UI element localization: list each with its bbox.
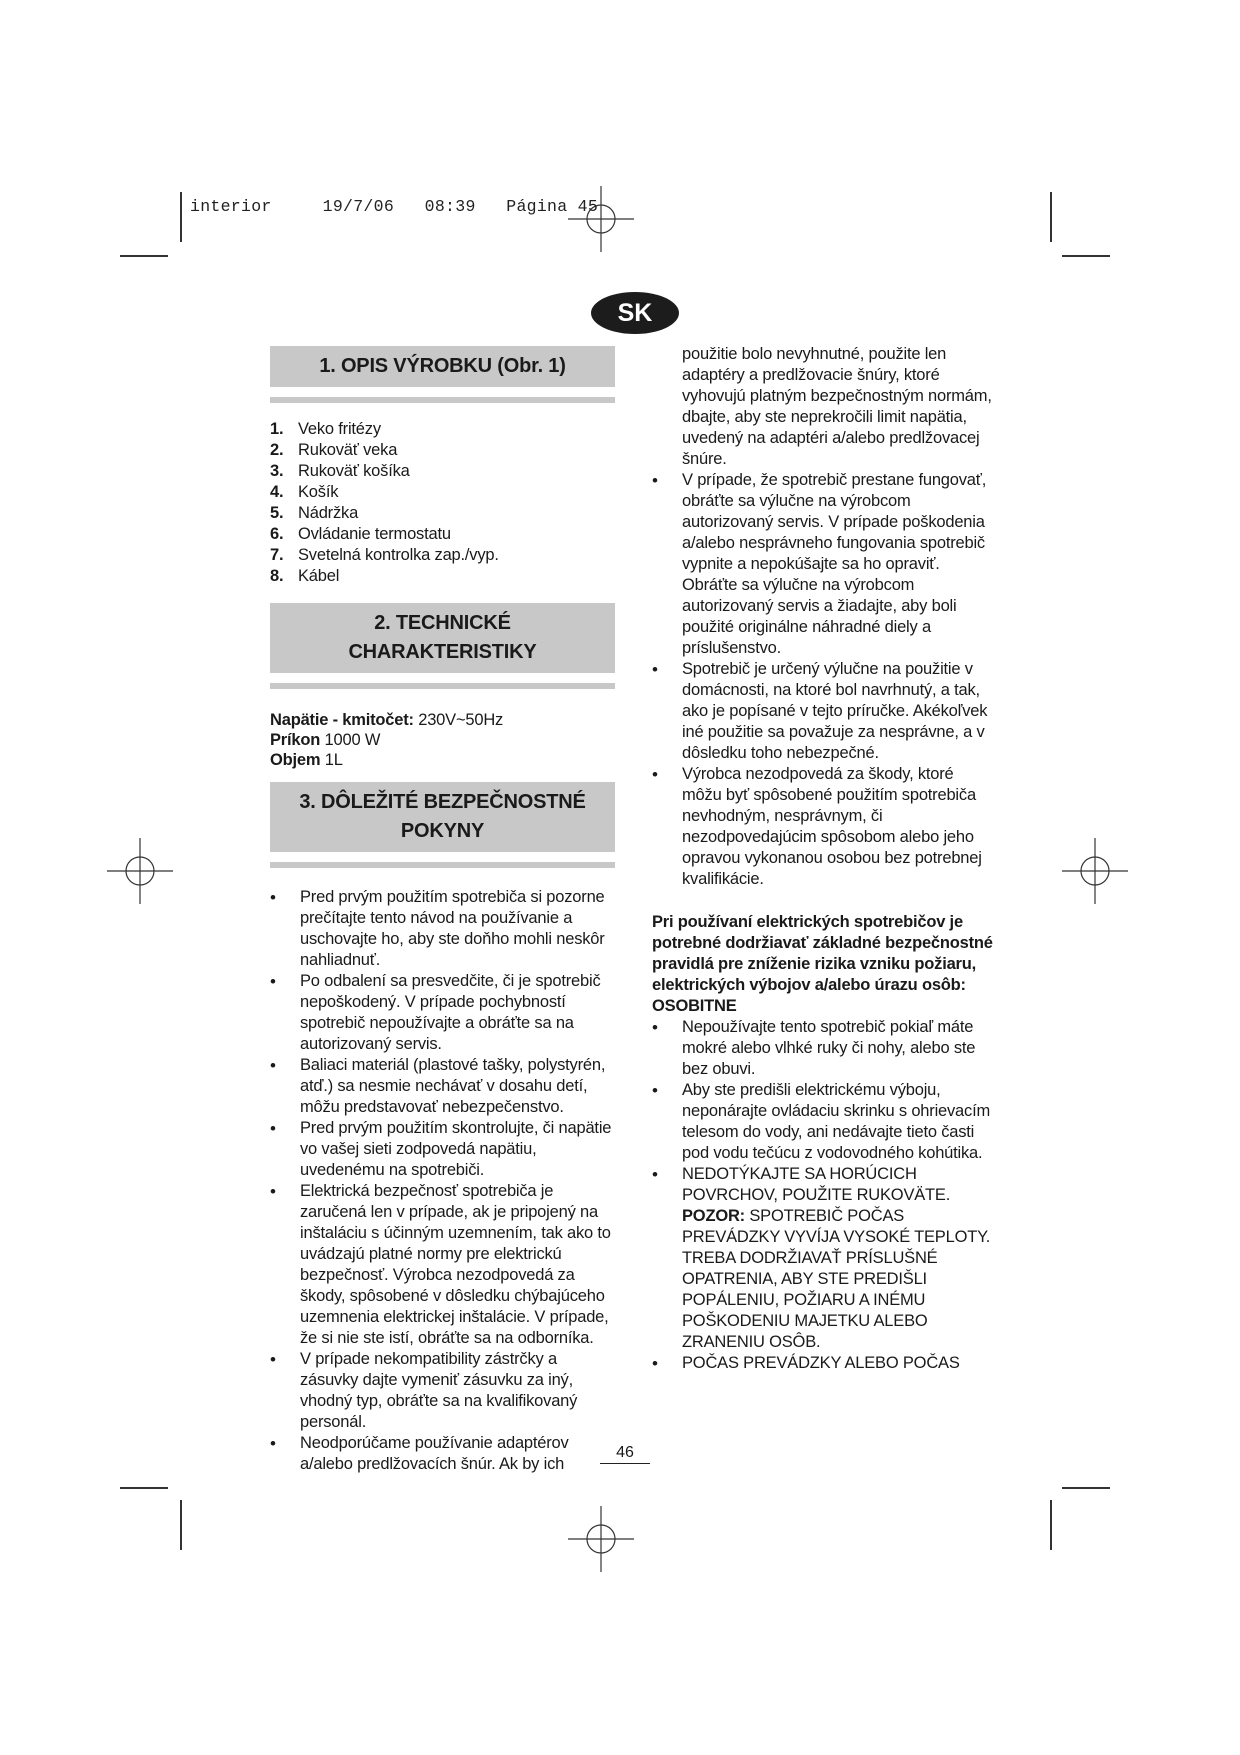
spec-row: Príkon 1000 W (270, 731, 381, 749)
crop-mark (1050, 1500, 1052, 1550)
list-item: • Výrobca nezodpovedá za škody, ktoré môžu byť spôsobené použitím spotrebiča nevhodným, nesprávnym, či nezodpovedajúcim spôsobom alebo jeho opravou vykonanou osobou bez potrebnej kvalifikácie. (652, 764, 997, 890)
spec-row: Objem 1L (270, 751, 343, 769)
crop-mark (120, 1487, 168, 1489)
registration-mark-icon (568, 186, 634, 252)
list-item: 2. Rukoväť veka (270, 441, 398, 459)
safety-list-continued (652, 470, 997, 890)
list-item: • V prípade nekompatibility zástrčky a zásuvky dajte vymeniť zásuvku za iný, vhodný typ, obráťte sa na kvalifikovaný personál. (270, 1349, 615, 1433)
list-item: 3. Rukoväť košíka (270, 462, 410, 480)
warning-text: Pri používaní elektrických spotrebičov je potrebné dodržiavať základné bezpečnostné pravidlá pre zníženie rizika vzniku požiaru, elektrických výbojov a/alebo úrazu osôb: (652, 913, 993, 994)
registration-mark-icon (1062, 838, 1128, 904)
list-item: 1. Veko fritézy (270, 420, 381, 438)
continuation-text: použitie bolo nevyhnutné, použite len adaptéry a predlžovacie šnúry, ktoré vyhovujú platným bezpečnostným normám, dbajte, aby ste neprekročili limit napätia, uvedený na adaptéri a/alebo predlžovacej šnúre. (682, 345, 992, 468)
list-item: • Po odbalení sa presvedčite, či je spotrebič nepoškodený. V prípade pochybností spotrebič nepoužívajte a obráťte sa na autorizovaný servis. (270, 971, 615, 1055)
registration-mark-icon (568, 1506, 634, 1572)
crop-mark (120, 255, 168, 257)
right-column (652, 344, 997, 1374)
list-item: • Spotrebič je určený výlučne na použitie v domácnosti, na ktoré bol navrhnutý, a tak, ako je popísané v tejto príručke. Akékoľvek iné použitie sa považuje za nesprávne, a v dôsledku toho nebezpečné. (652, 659, 997, 764)
specs-block (270, 710, 615, 770)
registration-mark-icon (107, 838, 173, 904)
crop-mark (1062, 1487, 1110, 1489)
list-item: • Elektrická bezpečnosť spotrebiča je zaručená len v prípade, ak je pripojený na inštaláciu s účinným uzemnením, tak ako to uvádzajú platné normy pre elektrickú bezpečnosť. Výrobca nezodpovedá za škody, spôsobené v dôsledku chýbajúceho uzemnenia elektrickej inštalácie. V prípade, že si nie ste istí, obráťte sa na odborníka. (270, 1181, 615, 1349)
warning-block (652, 912, 997, 1017)
crop-mark (180, 192, 182, 242)
left-column (270, 346, 615, 1475)
list-item: • Aby ste predišli elektrickému výboju, neponárajte ovládaciu skrinku s ohrievacím telesom do vody, ani nedávajte tieto časti pod vodu tečúcu z vodovodného kohútika. (652, 1080, 997, 1164)
crop-mark (180, 1500, 182, 1550)
spec-row: Napätie - kmitočet: 230V~50Hz (270, 711, 504, 729)
list-item: 7. Svetelná kontrolka zap./vyp. (270, 546, 499, 564)
language-badge: SK (591, 292, 679, 334)
section-2-heading: 2. TECHNICKÉ CHARAKTERISTIKY (270, 603, 615, 673)
safety-list (270, 887, 615, 1475)
crop-mark (1050, 192, 1052, 242)
list-item: • Pred prvým použitím skontrolujte, či napätie vo vašej sieti zodpovedá napätiu, uvedenému na spotrebiči. (270, 1118, 615, 1181)
list-item: • Nepoužívajte tento spotrebič pokiaľ máte mokré alebo vlhké ruky či nohy, alebo ste bez obuvi. (652, 1017, 997, 1080)
list-item: • Baliaci materiál (plastové tašky, polystyrén, atď.) sa nesmie nechávať v dosahu detí, môžu predstavovať nebezpečenstvo. (270, 1055, 615, 1118)
list-item: • Pred prvým použitím spotrebiča si pozorne prečítajte tento návod na používanie a uschovajte ho, aby ste doňho mohli neskôr nahliadnuť. (270, 887, 615, 971)
list-item: 4. Košík (270, 483, 339, 501)
list-item: • POČAS PREVÁDZKY ALEBO POČAS (652, 1353, 997, 1374)
list-item: 6. Ovládanie termostatu (270, 525, 451, 543)
section-divider (270, 862, 615, 868)
section-divider (270, 397, 615, 403)
list-item: 5. Nádržka (270, 504, 359, 522)
print-slug: interior 19/7/06 08:39 Página 45 (190, 197, 599, 216)
crop-mark (1062, 255, 1110, 257)
list-item: • NEDOTÝKAJTE SA HORÚCICH POVRCHOV, POUŽITE RUKOVÄTE. POZOR: SPOTREBIČ POČAS PREVÁDZKY VYVÍJA VYSOKÉ TEPLOTY. TREBA DODRŽIAVAŤ PRÍSLUŠNÉ OPATRENIA, ABY STE PREDIŠLI POPÁLENIU, POŽIARU A INÉMU POŠKODENIU MAJETKU ALEBO ZRANENIU OSÔB. (652, 1164, 997, 1353)
parts-list (270, 419, 615, 587)
section-divider (270, 683, 615, 689)
list-item: 8. Kábel (270, 567, 340, 585)
section-3-heading: 3. DÔLEŽITÉ BEZPEČNOSTNÉ POKYNY (270, 782, 615, 852)
list-item: • V prípade, že spotrebič prestane fungovať, obráťte sa výlučne na výrobcom autorizovaný servis. V prípade poškodenia a/alebo nesprávneho fungovania spotrebič vypnite a nepokúšajte sa ho opraviť. Obráťte sa výlučne na výrobcom autorizovaný servis a žiadajte, aby boli použité originálne náhradné diely a príslušenstvo. (652, 470, 997, 659)
list-item: • Neodporúčame používanie adaptérov a/alebo predlžovacích šnúr. Ak by ich (270, 1433, 615, 1475)
special-list (652, 1017, 997, 1374)
osobitne-heading: OSOBITNE (652, 997, 737, 1015)
page-number: 46 (600, 1443, 650, 1464)
section-1-heading: 1. OPIS VÝROBKU (Obr. 1) (270, 346, 615, 387)
